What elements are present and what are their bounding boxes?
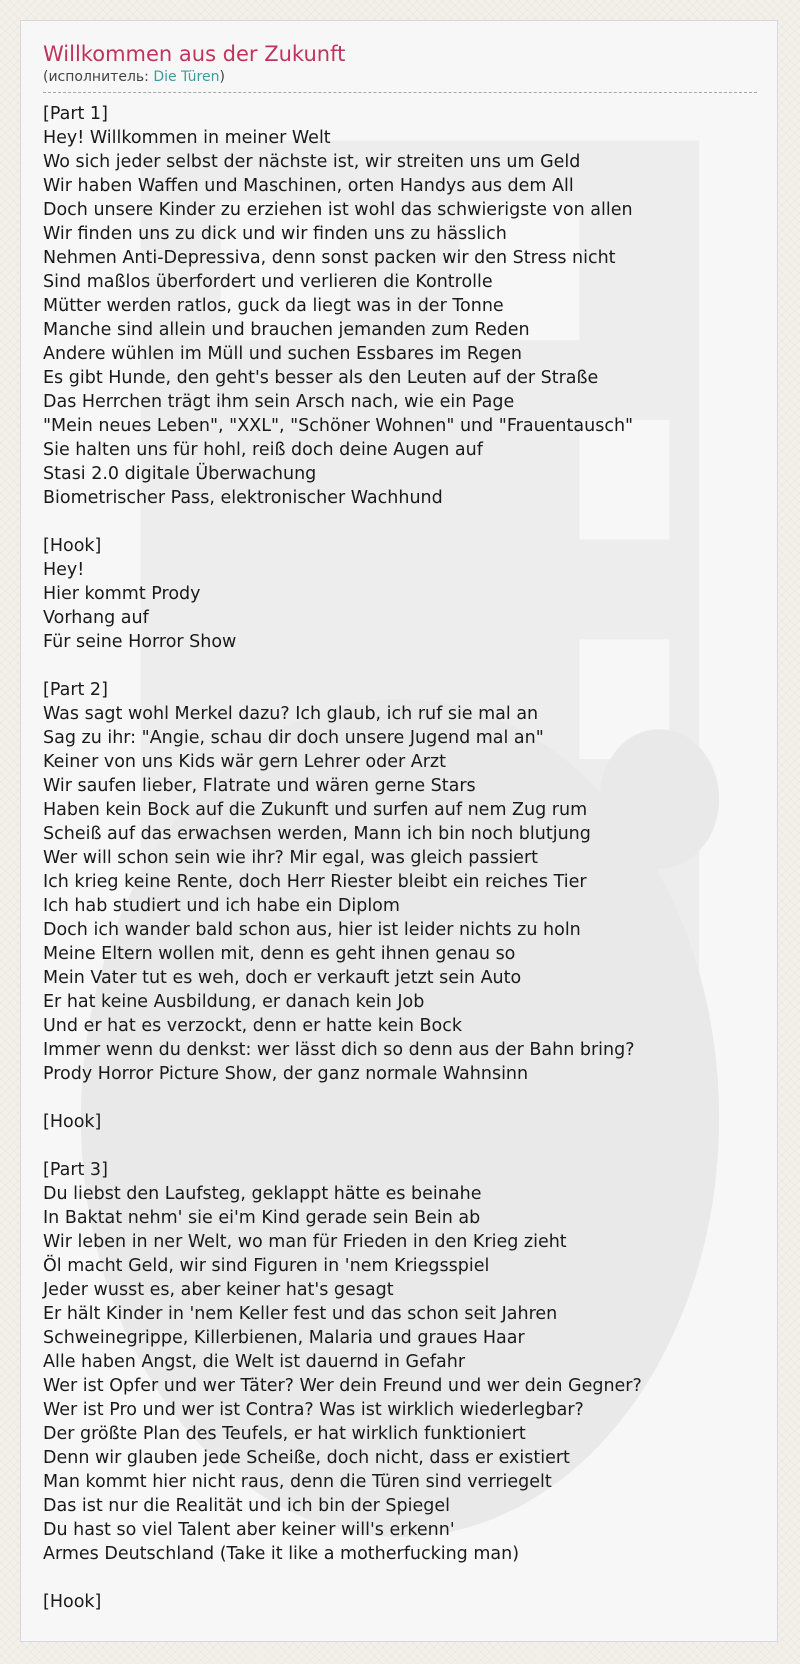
lyric-line: In Baktat nehm' sie ei'm Kind gerade sein Bein ab [43, 1208, 481, 1228]
lyric-line: Mein Vater tut es weh, doch er verkauft jetzt sein Auto [43, 968, 522, 988]
lyric-line: Hey! Willkommen in meiner Welt [43, 128, 331, 148]
lyric-line: Wir saufen lieber, Flatrate und wären gerne Stars [43, 776, 476, 796]
lyric-line: Es gibt Hunde, den geht's besser als den Leuten auf der Straße [43, 368, 599, 388]
lyric-line: Meine Eltern wollen mit, denn es geht ihnen genau so [43, 944, 516, 964]
lyric-line: Andere wühlen im Müll und suchen Essbares im Regen [43, 344, 522, 364]
lyric-line [43, 654, 757, 678]
lyric-line: Wo sich jeder selbst der nächste ist, wir streiten uns um Geld [43, 152, 581, 172]
lyrics-card [20, 20, 778, 1642]
lyric-line: [Hook] [43, 1112, 102, 1132]
lyric-line: Prody Horror Picture Show, der ganz normale Wahnsinn [43, 1064, 529, 1084]
lyric-line: Er hält Kinder in 'nem Keller fest und das schon seit Jahren [43, 1304, 558, 1324]
lyric-line: Hier kommt Prody [43, 584, 201, 604]
lyrics-content [43, 41, 757, 1614]
song-title: Willkommen aus der Zukunft [43, 42, 346, 66]
lyric-line: Sie halten uns für hohl, reiß doch deine Augen auf [43, 440, 483, 460]
lyric-line: Stasi 2.0 digitale Überwachung [43, 464, 317, 484]
lyric-line: [Part 1] [43, 104, 108, 124]
lyric-line: Sag zu ihr: "Angie, schau dir doch unsere Jugend mal an" [43, 728, 544, 748]
lyric-line: Wer ist Pro und wer ist Contra? Was ist wirklich wiederlegbar? [43, 1400, 584, 1420]
lyric-line: Denn wir glauben jede Scheiße, doch nicht, dass er existiert [43, 1448, 570, 1468]
lyric-line: Er hat keine Ausbildung, er danach kein Job [43, 992, 425, 1012]
lyric-line: Wir finden uns zu dick und wir finden uns zu hässlich [43, 224, 507, 244]
lyric-line [43, 1086, 757, 1110]
subtitle-prefix: (исполнитель: [43, 69, 154, 85]
lyric-line: Jeder wusst es, aber keiner hat's gesagt [43, 1280, 394, 1300]
lyric-line: Alle haben Angst, die Welt ist dauernd in Gefahr [43, 1352, 466, 1372]
lyric-line: Ich krieg keine Rente, doch Herr Riester bleibt ein reiches Tier [43, 872, 587, 892]
lyric-line: Öl macht Geld, wir sind Figuren in 'nem Kriegsspiel [43, 1256, 490, 1276]
lyric-line: Du liebst den Laufsteg, geklappt hätte es beinahe [43, 1184, 482, 1204]
lyric-line: Hey! [43, 560, 85, 580]
lyric-line: Wer ist Opfer und wer Täter? Wer dein Freund und wer dein Gegner? [43, 1376, 642, 1396]
lyric-line: [Part 3] [43, 1160, 108, 1180]
lyric-line: Scheiß auf das erwachsen werden, Mann ich bin noch blutjung [43, 824, 591, 844]
lyric-line: Was sagt wohl Merkel dazu? Ich glaub, ich ruf sie mal an [43, 704, 539, 724]
lyric-line: Haben kein Bock auf die Zukunft und surfen auf nem Zug rum [43, 800, 588, 820]
lyric-line: Für seine Horror Show [43, 632, 237, 652]
lyric-line: Vorhang auf [43, 608, 149, 628]
lyric-line: Man kommt hier nicht raus, denn die Türen sind verriegelt [43, 1472, 552, 1492]
subtitle-suffix: ) [219, 69, 225, 85]
lyric-line: [Hook] [43, 1592, 102, 1612]
lyric-line: Armes Deutschland (Take it like a motherfucking man) [43, 1544, 520, 1564]
lyrics-text [43, 102, 757, 1614]
lyric-line: Doch unsere Kinder zu erziehen ist wohl das schwierigste von allen [43, 200, 633, 220]
song-subtitle [43, 68, 757, 86]
lyric-line: Wir haben Waffen und Maschinen, orten Handys aus dem All [43, 176, 574, 196]
lyric-line [43, 1566, 757, 1590]
lyric-line: Biometrischer Pass, elektronischer Wachhund [43, 488, 443, 508]
lyric-line: Manche sind allein und brauchen jemanden zum Reden [43, 320, 530, 340]
artist-link[interactable]: Die Türen [153, 69, 220, 85]
lyric-line: [Part 2] [43, 680, 108, 700]
lyric-line: Immer wenn du denkst: wer lässt dich so denn aus der Bahn bring? [43, 1040, 635, 1060]
lyric-line: Ich hab studiert und ich habe ein Diplom [43, 896, 400, 916]
lyric-line: Du hast so viel Talent aber keiner will's erkenn' [43, 1520, 455, 1540]
lyric-line: Sind maßlos überfordert und verlieren die Kontrolle [43, 272, 493, 292]
lyric-line: Mütter werden ratlos, guck da liegt was in der Tonne [43, 296, 504, 316]
lyric-line: Doch ich wander bald schon aus, hier ist leider nichts zu holn [43, 920, 581, 940]
lyric-line: "Mein neues Leben", "XXL", "Schöner Wohnen" und "Frauentausch" [43, 416, 634, 436]
lyric-line: Wer will schon sein wie ihr? Mir egal, was gleich passiert [43, 848, 539, 868]
lyric-line: Nehmen Anti-Depressiva, denn sonst packen wir den Stress nicht [43, 248, 616, 268]
lyric-line: Und er hat es verzockt, denn er hatte kein Bock [43, 1016, 463, 1036]
lyric-line: Das ist nur die Realität und ich bin der Spiegel [43, 1496, 450, 1516]
lyric-line: Schweinegrippe, Killerbienen, Malaria und graues Haar [43, 1328, 525, 1348]
lyric-line [43, 510, 757, 534]
lyric-line [43, 1134, 757, 1158]
lyric-line: Wir leben in ner Welt, wo man für Frieden in den Krieg zieht [43, 1232, 567, 1252]
lyric-line: [Hook] [43, 536, 102, 556]
lyric-line: Keiner von uns Kids wär gern Lehrer oder Arzt [43, 752, 446, 772]
lyric-line: Das Herrchen trägt ihm sein Arsch nach, wie ein Page [43, 392, 515, 412]
lyric-line: Der größte Plan des Teufels, er hat wirklich funktioniert [43, 1424, 526, 1444]
title-divider [43, 92, 757, 93]
